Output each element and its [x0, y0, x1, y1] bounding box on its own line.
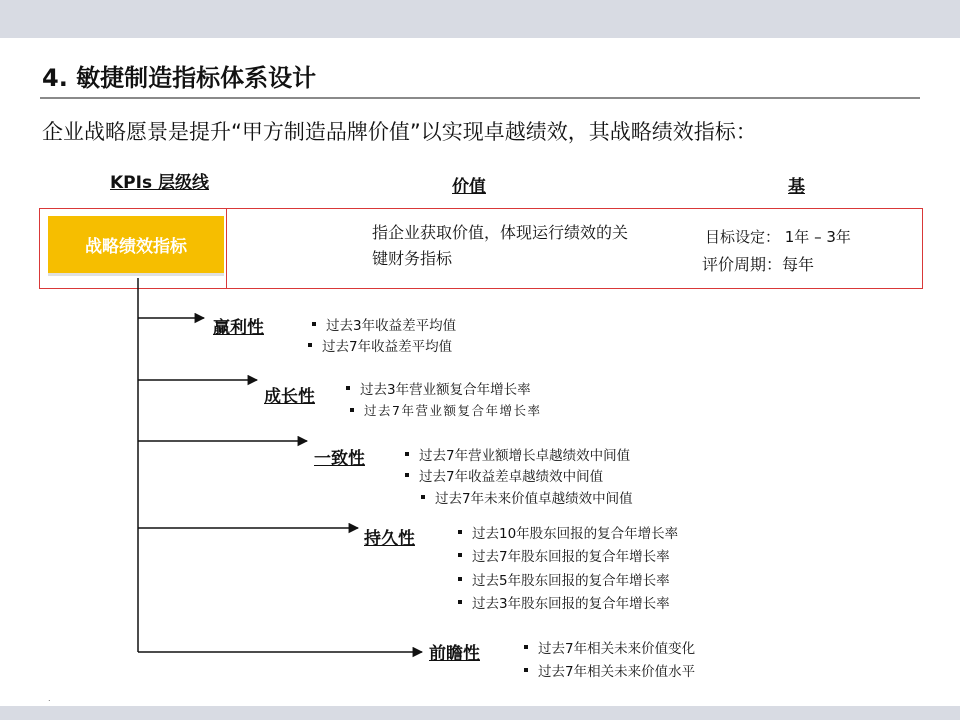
bullet-square-icon [346, 386, 350, 390]
category-foresight: 前瞻性 [429, 644, 480, 664]
bullet-square-icon [458, 553, 462, 557]
bullet-item: 过去5年股东回报的复合年增长率 [458, 569, 670, 589]
column-header-base: 基 [788, 177, 805, 197]
bottom-band [0, 706, 960, 720]
target-setting-text: 目标设定： 1年 – 3年 [705, 228, 851, 246]
bullet-square-icon [524, 668, 528, 672]
category-growth: 成长性 [264, 387, 315, 407]
bullet-item: 过去7年营业额复合年增长率 [350, 401, 541, 419]
bullet-item: 过去7年收益差平均值 [308, 335, 452, 355]
bullet-square-icon [458, 577, 462, 581]
category-sustainability: 持久性 [364, 529, 415, 549]
review-cycle-text: 评价周期：每年 [702, 255, 815, 274]
category-profitability: 赢利性 [213, 318, 264, 338]
bullet-item: 过去7年收益差卓越绩效中间值 [405, 465, 603, 485]
column-header-kpi: KPIs 层级线 [110, 173, 209, 193]
bullet-square-icon [524, 645, 528, 649]
strategic-value-description: 指企业获取价值，体现运行绩效的关键财务指标 [372, 223, 629, 268]
bullet-square-icon [458, 530, 462, 534]
bullet-item: 过去7年未来价值卓越绩效中间值 [421, 487, 633, 507]
column-header-value: 价值 [452, 177, 486, 197]
bullet-item: 过去7年相关未来价值水平 [524, 660, 695, 680]
bullet-square-icon [312, 322, 316, 326]
footer-mark: . [48, 694, 51, 703]
bullet-item: 过去3年股东回报的复合年增长率 [458, 592, 670, 612]
slide-title: 4. 敏捷制造指标体系设计 [42, 64, 317, 92]
bullet-item: 过去3年收益差平均值 [312, 314, 456, 334]
bullet-square-icon [308, 343, 312, 347]
bullet-item: 过去7年相关未来价值变化 [524, 637, 695, 657]
slide-subtitle: 企业战略愿景是提升“甲方制造品牌价值”以实现卓越绩效，其战略绩效指标： [42, 120, 757, 144]
bullet-square-icon [405, 473, 409, 477]
bullet-square-icon [405, 452, 409, 456]
bullet-item: 过去7年股东回报的复合年增长率 [458, 545, 670, 565]
category-consistency: 一致性 [314, 449, 365, 469]
bullet-item: 过去10年股东回报的复合年增长率 [458, 522, 678, 542]
bullet-square-icon [421, 495, 425, 499]
bullet-square-icon [458, 600, 462, 604]
bullet-item: 过去7年营业额增长卓越绩效中间值 [405, 444, 630, 464]
bullet-square-icon [350, 408, 354, 412]
strategic-kpi-box: 战略绩效指标 [48, 216, 224, 276]
bullet-item: 过去3年营业额复合年增长率 [346, 378, 531, 398]
